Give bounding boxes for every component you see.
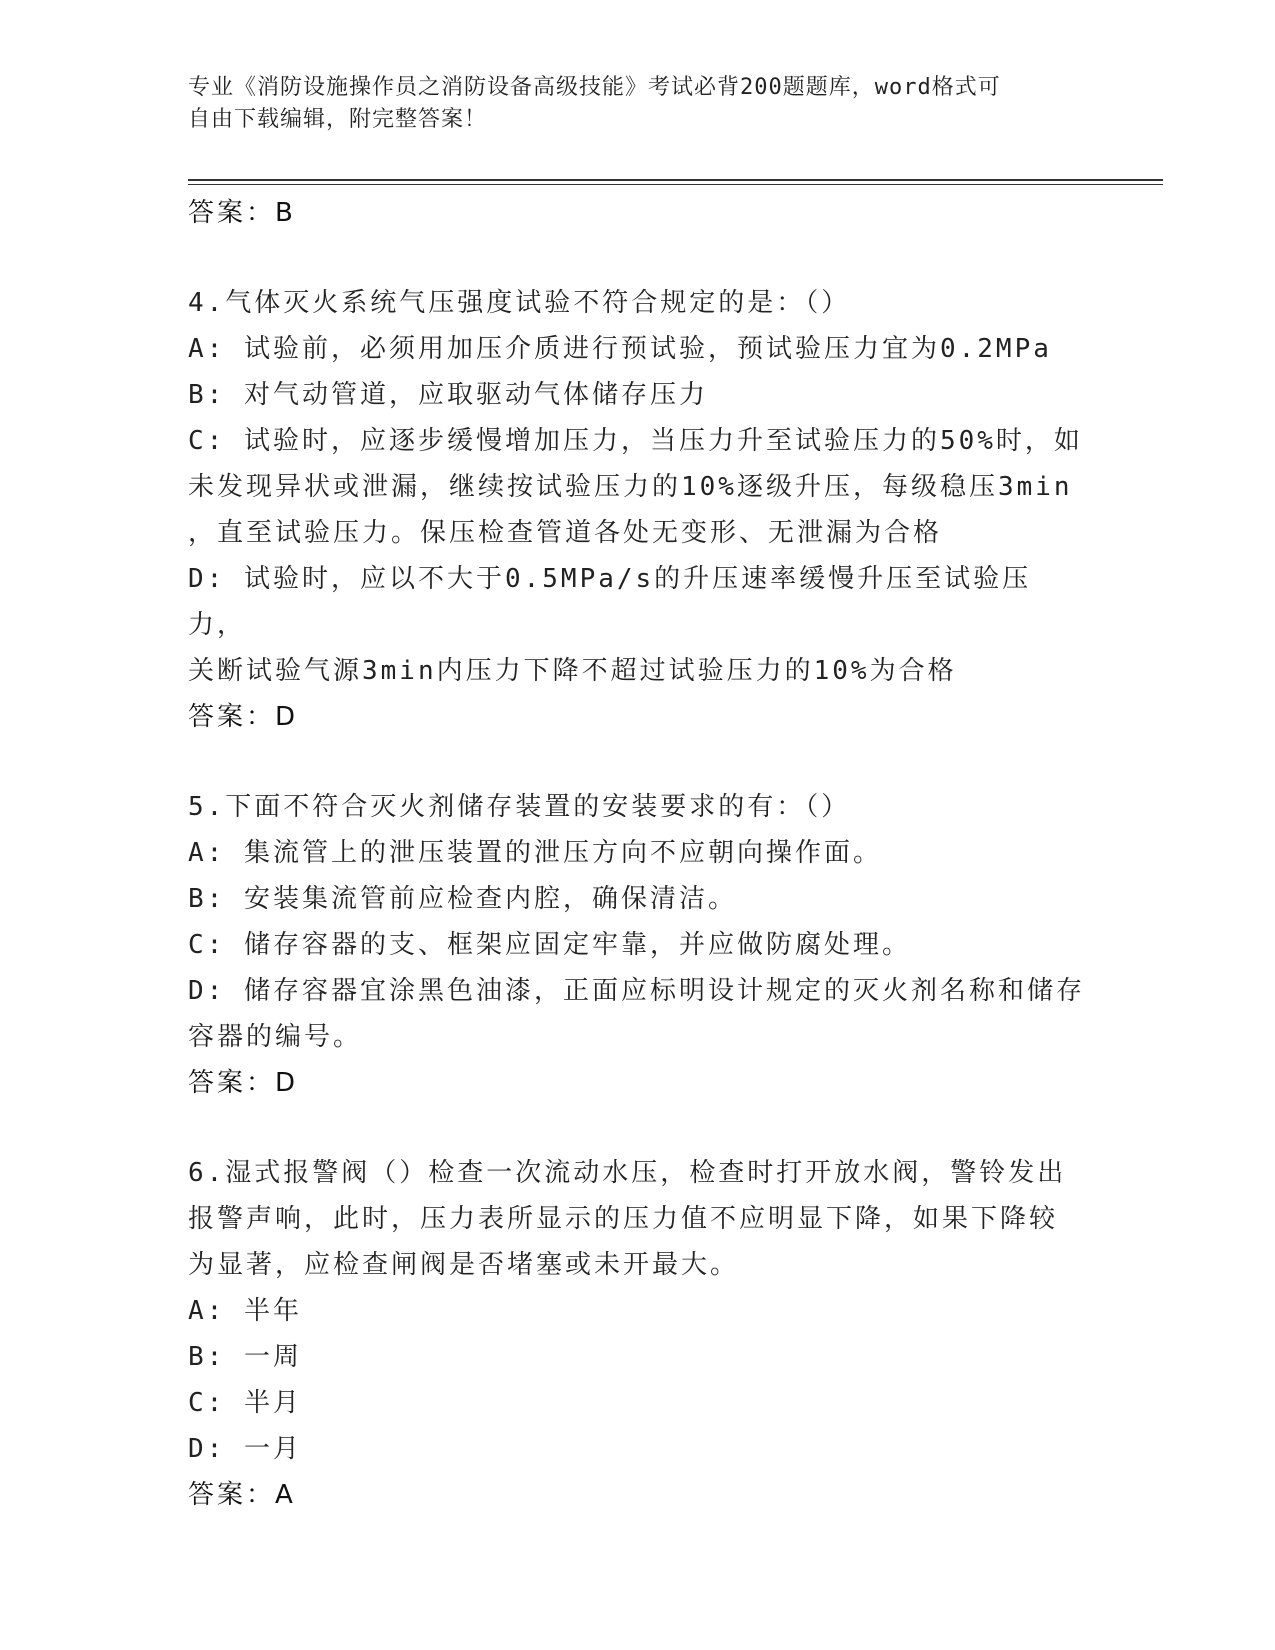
- question-stem: 4.气体灭火系统气压强度试验不符合规定的是：（）: [188, 288, 851, 318]
- spacer: [188, 740, 1088, 784]
- document-body: [188, 190, 1088, 1518]
- option-c: C: 储存容器的支、框架应固定牢靠，并应做防腐处理。: [188, 930, 911, 960]
- option-a: A: 半年: [188, 1296, 302, 1326]
- question-block: [188, 1150, 1088, 1518]
- answer-line: 答案：D: [188, 702, 299, 732]
- header-line-2: 自由下载编辑，附完整答案！: [188, 107, 488, 132]
- question-stem-continued: 报警声响，此时，压力表所显示的压力值不应明显下降，如果下降较: [188, 1204, 1059, 1234]
- option-b: B: 安装集流管前应检查内腔，确保清洁。: [188, 884, 737, 914]
- option-a: A: 集流管上的泄压装置的泄压方向不应朝向操作面。: [188, 838, 882, 868]
- option-a: A: 试验前，必须用加压介质进行预试验，预试验压力宜为0.2MPa: [188, 334, 1052, 364]
- header-line-1: 专业《消防设施操作员之消防设备高级技能》考试必背200题题库，word格式可: [188, 75, 1001, 100]
- answer-line: 答案：A: [188, 1480, 296, 1510]
- spacer: [188, 236, 1088, 280]
- question-block: [188, 784, 1088, 1106]
- header-divider-thin: [188, 184, 1163, 185]
- option-d-continued: 关断试验气源3min内压力下降不超过试验压力的10%为合格: [188, 656, 957, 686]
- question-block: [188, 280, 1088, 740]
- spacer: [188, 1106, 1088, 1150]
- answer-line: 答案：B: [188, 198, 296, 228]
- option-c: C: 试验时，应逐步缓慢增加压力，当压力升至试验压力的50%时，如: [188, 426, 1083, 456]
- question-stem: 5.下面不符合灭火剂储存装置的安装要求的有：（）: [188, 792, 851, 822]
- question-stem: 6.湿式报警阀（）检查一次流动水压，检查时打开放水阀，警铃发出: [188, 1158, 1067, 1188]
- header-divider-thick: [188, 179, 1163, 181]
- option-d: D: 试验时，应以不大于0.5MPa/s的升压速率缓慢升压至试验压力，: [188, 564, 1032, 640]
- document-header: [188, 72, 1068, 136]
- question-stem-continued: 为显著，应检查闸阀是否堵塞或未开最大。: [188, 1250, 740, 1280]
- option-b: B: 对气动管道，应取驱动气体储存压力: [188, 380, 708, 410]
- option-c: C: 半月: [188, 1388, 302, 1418]
- option-d: D: 储存容器宜涂黑色油漆，正面应标明设计规定的灭火剂名称和储存: [188, 976, 1085, 1006]
- option-b: B: 一周: [188, 1342, 302, 1372]
- option-c-continued: ，直至试验压力。保压检查管道各处无变形、无泄漏为合格: [188, 518, 943, 548]
- answer-line: 答案：D: [188, 1068, 299, 1098]
- option-d-continued: 容器的编号。: [188, 1022, 363, 1052]
- option-d: D: 一月: [188, 1434, 302, 1464]
- option-c-continued: 未发现异状或泄漏，继续按试验压力的10%逐级升压，每级稳压3min: [188, 472, 1073, 502]
